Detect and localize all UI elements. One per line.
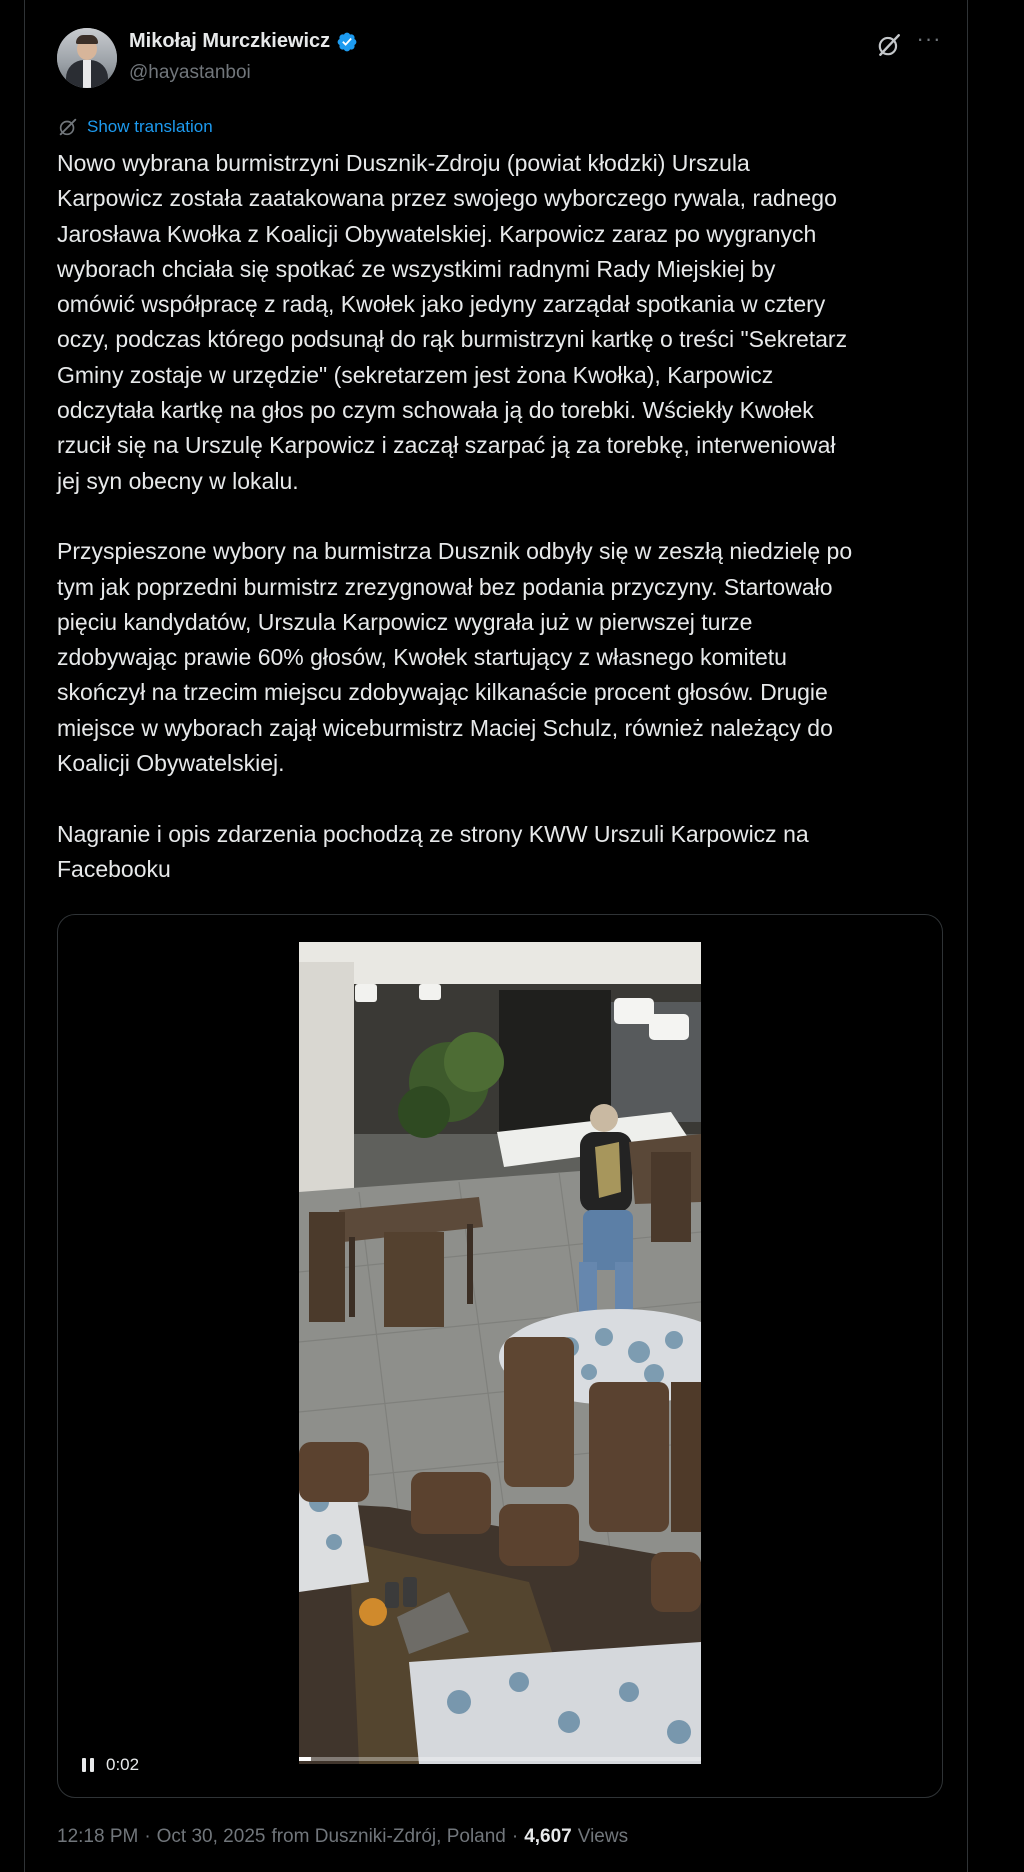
- meta-separator: ·: [144, 1826, 151, 1847]
- video-time: 0:02: [106, 1755, 140, 1774]
- avatar[interactable]: [57, 28, 117, 88]
- tweet-meta: [57, 1826, 628, 1848]
- more-icon[interactable]: ···: [916, 26, 942, 51]
- video-player[interactable]: [299, 942, 701, 1764]
- show-translation-link[interactable]: Show translation: [87, 117, 213, 136]
- grok-icon[interactable]: [876, 32, 902, 58]
- video-controls[interactable]: [82, 1755, 139, 1775]
- video-progress-fill: [299, 1757, 311, 1761]
- grok-translate-icon: [57, 116, 79, 138]
- video-progress-bar[interactable]: [299, 1757, 701, 1761]
- verified-badge-icon: [336, 31, 358, 53]
- author-handle[interactable]: @hayastanboi: [129, 62, 251, 83]
- views-label: Views: [577, 1826, 629, 1847]
- views-count: 4,607: [524, 1826, 572, 1847]
- show-translation[interactable]: [57, 116, 213, 138]
- author-display-name[interactable]: Mikołaj Murczkiewicz: [129, 30, 331, 52]
- video-frame: [299, 942, 701, 1764]
- tweet-text: Nowo wybrana burmistrzyni Dusznik-Zdroju (powiat kłodzki) Urszula Karpowicz została zaatakowana przez swojego wyborczego rywala, radnego Jarosława Kwołka z Koalicji Obywatelskiej. Karpowicz zaraz po wygranych wyborach chciała się spotkać ze wszystkimi radnymi Rady Miejskiej by omówić współpracę z radą, Kwołek jako jedyny zarządał spotkania w cztery oczy, podczas którego podsunął do rąk burmistrzyni kartkę o treści "Sekretarz Gminy zostaje w urzędzie" (sekretarzem jest żona Kwołka), Karpowicz odczytała kartkę na głos po czym schowała ją do torebki. Wściekły Kwołek rzucił się na Urszulę Karpowicz i zaczął szarpać ją za torebkę, interweniował jej syn obecny w lokalu. Przyspieszone wybory na burmistrza Dusznik odbyły się w zeszłą niedzielę po tym jak poprzedni burmistrz zrezygnował bez podania przyczyny. Startowało pięciu kandydatów, Urszula Karpowicz wygrała już w pierwszej turze zdobywając prawie 60% głosów, Kwołek startujący z własnego komitetu skończył na trzecim miejscu zdobywając kilkanaście procent głosów. Drugie miejsce w wyborach zajął wiceburmistrz Maciej Schulz, również należący do Koalicji Obywatelskiej. Nagranie i opis zdarzenia pochodzą ze strony KWW Urszuli Karpowicz na Facebooku: [57, 150, 853, 882]
- author-name-row[interactable]: [129, 30, 358, 53]
- tweet-date[interactable]: Oct 30, 2025: [156, 1826, 266, 1847]
- meta-separator: ·: [511, 1826, 519, 1847]
- tweet-time[interactable]: 12:18 PM: [57, 1826, 139, 1847]
- pause-icon[interactable]: [82, 1758, 94, 1772]
- media-container[interactable]: [57, 914, 943, 1798]
- tweet-location: from Duszniki-Zdrój, Poland: [271, 1826, 506, 1847]
